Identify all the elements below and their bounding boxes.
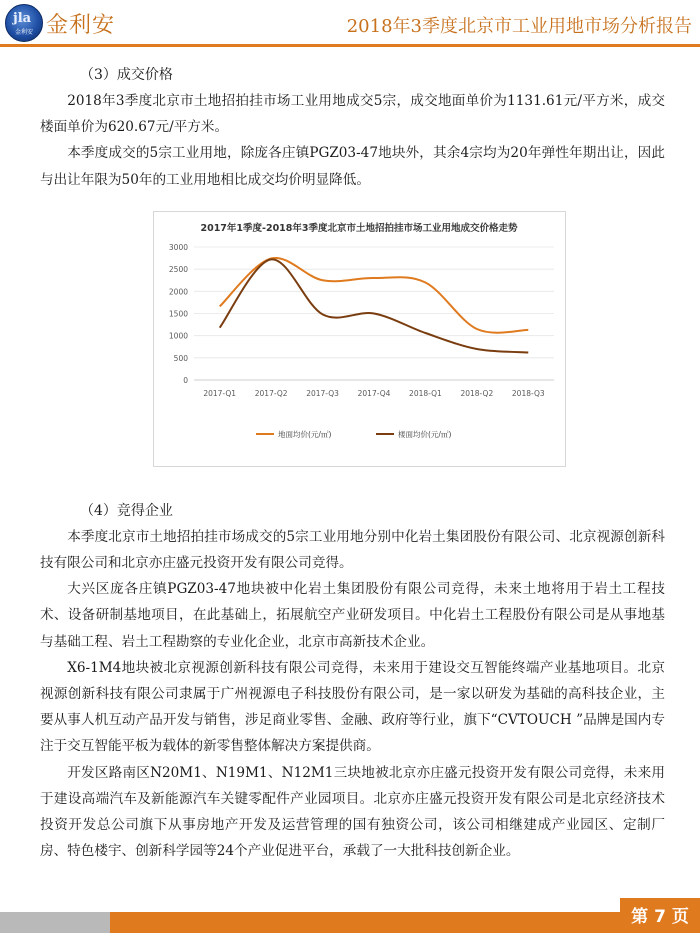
- x-tick-label: 2018-Q2: [460, 389, 494, 398]
- y-tick-label: 1000: [168, 331, 188, 341]
- section3-paragraph-2: 本季度成交的5宗工业用地，除庞各庄镇PGZ03-47地块外，其余4宗均为20年弹性年期出让，因此与出让年限为50年的工业用地相比成交均价明显降低。: [40, 145, 665, 188]
- page-number: 第 7 页: [631, 907, 689, 927]
- footer-bar-orange: [110, 912, 620, 933]
- company-logo: [5, 4, 43, 42]
- logo-text: 金利安: [14, 29, 33, 36]
- brand-name: 金利安: [46, 13, 116, 38]
- report-title: 2018年3季度北京市工业用地市场分析报告: [346, 16, 692, 37]
- y-tick-label: 500: [173, 353, 188, 363]
- section4-paragraph-1: 本季度北京市土地招拍挂市场成交的5宗工业用地分别中化岩土集团股份有限公司、北京视源创新科技有限公司和北京亦庄盛元投资开发有限公司竞得。: [40, 528, 665, 572]
- price-trend-chart-svg: [154, 212, 565, 466]
- y-tick-label: 1500: [168, 309, 188, 319]
- y-tick-label: 2500: [168, 265, 188, 275]
- chart-legend: [256, 429, 451, 439]
- section4-paragraph-4: 开发区路南区N20M1、N19M1、N12M1三块地被北京亦庄盛元投资开发有限公司竞得，未来用于建设高端汽车及新能源汽车关键零配件产业园项目。北京亦庄盛元投资开发有限公司是北京经济技术投资开发总公司旗下从事房地产开发及运营管理的国有独资公司，该公司相继建成产业园区、定制厂房、特色楼宇、创新科学园等24个产业促进平台，承载了一大批科技创新企业。: [40, 764, 665, 860]
- section4-paragraph-3: X6-1M4地块被北京视源创新科技有限公司竞得，未来用于建设交互智能终端产业基地项目。北京视源创新科技有限公司隶属于广州视源电子科技股份有限公司，是一家以研发为基础的高科技企业，主要从事人机互动产品开发与销售，涉足商业零售、金融、政府等行业，旗下“CVTOUCH ”品牌是国内专注于交互智能平板为载体的新零售整体解决方案提供商。: [40, 659, 665, 755]
- price-trend-chart: [153, 211, 566, 467]
- legend-label: 楼面均价(元/㎡): [398, 430, 452, 439]
- section3-heading: （3）成交价格: [80, 67, 173, 83]
- y-tick-label: 3000: [168, 243, 188, 252]
- x-tick-label: 2017-Q2: [254, 389, 288, 398]
- chart-series: [220, 258, 529, 352]
- section4-paragraph-2: 大兴区庞各庄镇PGZ03-47地块被中化岩土集团股份有限公司竞得，未来土地将用于岩土工程技术、设备研制基地项目，在此基础上，拓展航空产业研发项目。中化岩土工程股份有限公司是从事地基与基础工程、岩土工程勘察的专业化企业，北京市高新技术企业。: [40, 581, 665, 650]
- x-tick-label: 2018-Q1: [409, 389, 442, 398]
- x-tick-label: 2017-Q3: [306, 389, 339, 398]
- section3-paragraph-1: 2018年3季度北京市土地招拍挂市场工业用地成交5宗，成交地面单价为1131.61元/平方米，成交楼面单价为620.67元/平方米。: [40, 93, 665, 136]
- y-tick-label: 2000: [168, 287, 188, 297]
- logo-mark: jla: [13, 11, 32, 26]
- y-tick-label: 0: [183, 376, 188, 385]
- x-tick-label: 2017-Q4: [357, 389, 391, 398]
- page-header: [0, 0, 700, 46]
- chart-y-axis: [169, 243, 188, 385]
- legend-label: 地面均价(元/㎡): [278, 430, 332, 439]
- section4-heading: （4）竞得企业: [80, 502, 173, 519]
- chart-title: 2017年1季度-2018年3季度北京市土地招拍挂市场工业用地成交价格走势: [200, 223, 518, 234]
- series-line-2: [220, 259, 529, 352]
- footer-bar-gray: [0, 912, 110, 933]
- chart-x-axis: [203, 389, 545, 398]
- x-tick-label: 2018-Q3: [511, 389, 545, 398]
- header-divider: [0, 44, 700, 47]
- x-tick-label: 2017-Q1: [203, 389, 237, 398]
